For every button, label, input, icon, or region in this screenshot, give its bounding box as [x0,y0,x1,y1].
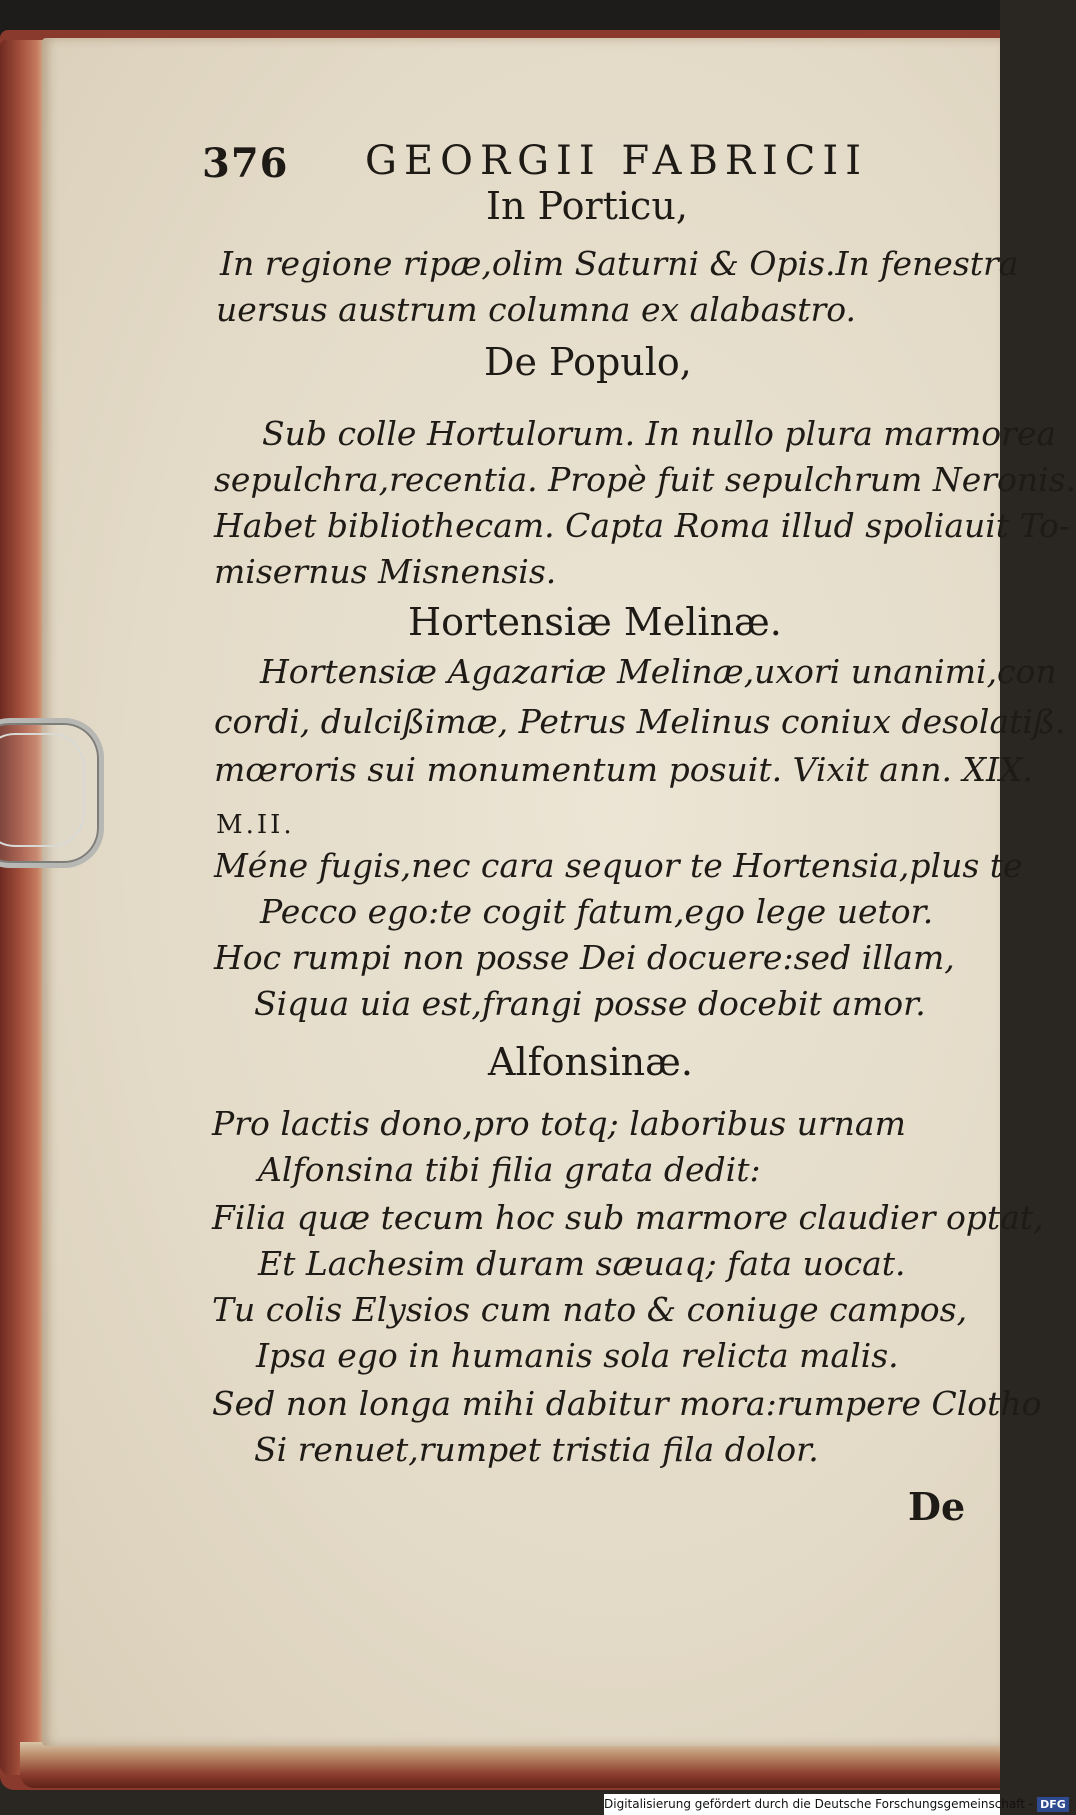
verse-line: Ipsa ego in humanis sola relicta malis. [256,1336,899,1375]
verse-line: Si renuet,rumpet tristia fila dolor. [254,1430,819,1469]
running-title: GEORGII FABRICII [365,138,869,184]
text-line: Sub colle Hortulorum. In nullo plura marmorea [262,414,1057,453]
text-line: In regione ripæ,olim Saturni & Opis.In fenestra [220,244,1019,283]
section-heading: In Porticu, [486,184,688,228]
credit-text: Digitalisierung gefördert durch die Deutsche Forschungsgemeinschaft - [604,1797,1034,1811]
text-line: sepulchra,recentia. Propè fuit sepulchrum Neronis. [214,460,1076,499]
book-fore-edge-bottom [20,1742,1000,1788]
verse-line: Hoc rumpi non posse Dei docuere:sed illam, [214,938,955,977]
section-heading: Hortensiæ Melinæ. [408,600,782,644]
text-line: Hortensiæ Agazariæ Melinæ,uxori unanimi,con [260,652,1057,691]
verse-line: Siqua uia est,frangi posse docebit amor. [254,984,926,1023]
text-line: uersus austrum columna ex alabastro. [216,290,857,329]
verse-line: Sed non longa mihi dabitur mora:rumpere Clotho [212,1384,1042,1423]
verse-line: Alfonsina tibi filia grata dedit: [258,1150,761,1189]
text-line: M.II. [216,810,295,840]
section-heading: De Populo, [484,340,692,384]
digitization-credit [604,1794,1066,1815]
text-line: mœroris sui monumentum posuit. Vixit ann. XIX. [214,750,1033,789]
page-number: 376 [202,140,289,187]
verse-line: Méne fugis,nec cara sequor te Hortensia,plus te [214,846,1023,885]
verse-line: Et Lachesim duram sæuaq; fata uocat. [258,1244,906,1283]
page-clip [0,718,104,868]
verse-line: Tu colis Elysios cum nato & coniuge campos, [212,1290,968,1329]
catchword: De [908,1484,966,1529]
text-line: Habet bibliothecam. Capta Roma illud spoliauit To- [214,506,1071,545]
text-line: misernus Misnensis. [214,552,557,591]
verse-line: Pro lactis dono,pro totq; laboribus urnam [212,1104,906,1143]
dfg-logo: DFG [1037,1797,1069,1812]
text-line: cordi, dulcißimæ, Petrus Melinus coniux desolatiß. [214,702,1066,741]
book-fore-edge-left [0,40,46,1775]
verse-line: Pecco ego:te cogit fatum,ego lege uetor. [260,892,934,931]
section-heading: Alfonsinæ. [488,1040,693,1084]
verse-line: Filia quæ tecum hoc sub marmore claudier optat, [212,1198,1044,1237]
